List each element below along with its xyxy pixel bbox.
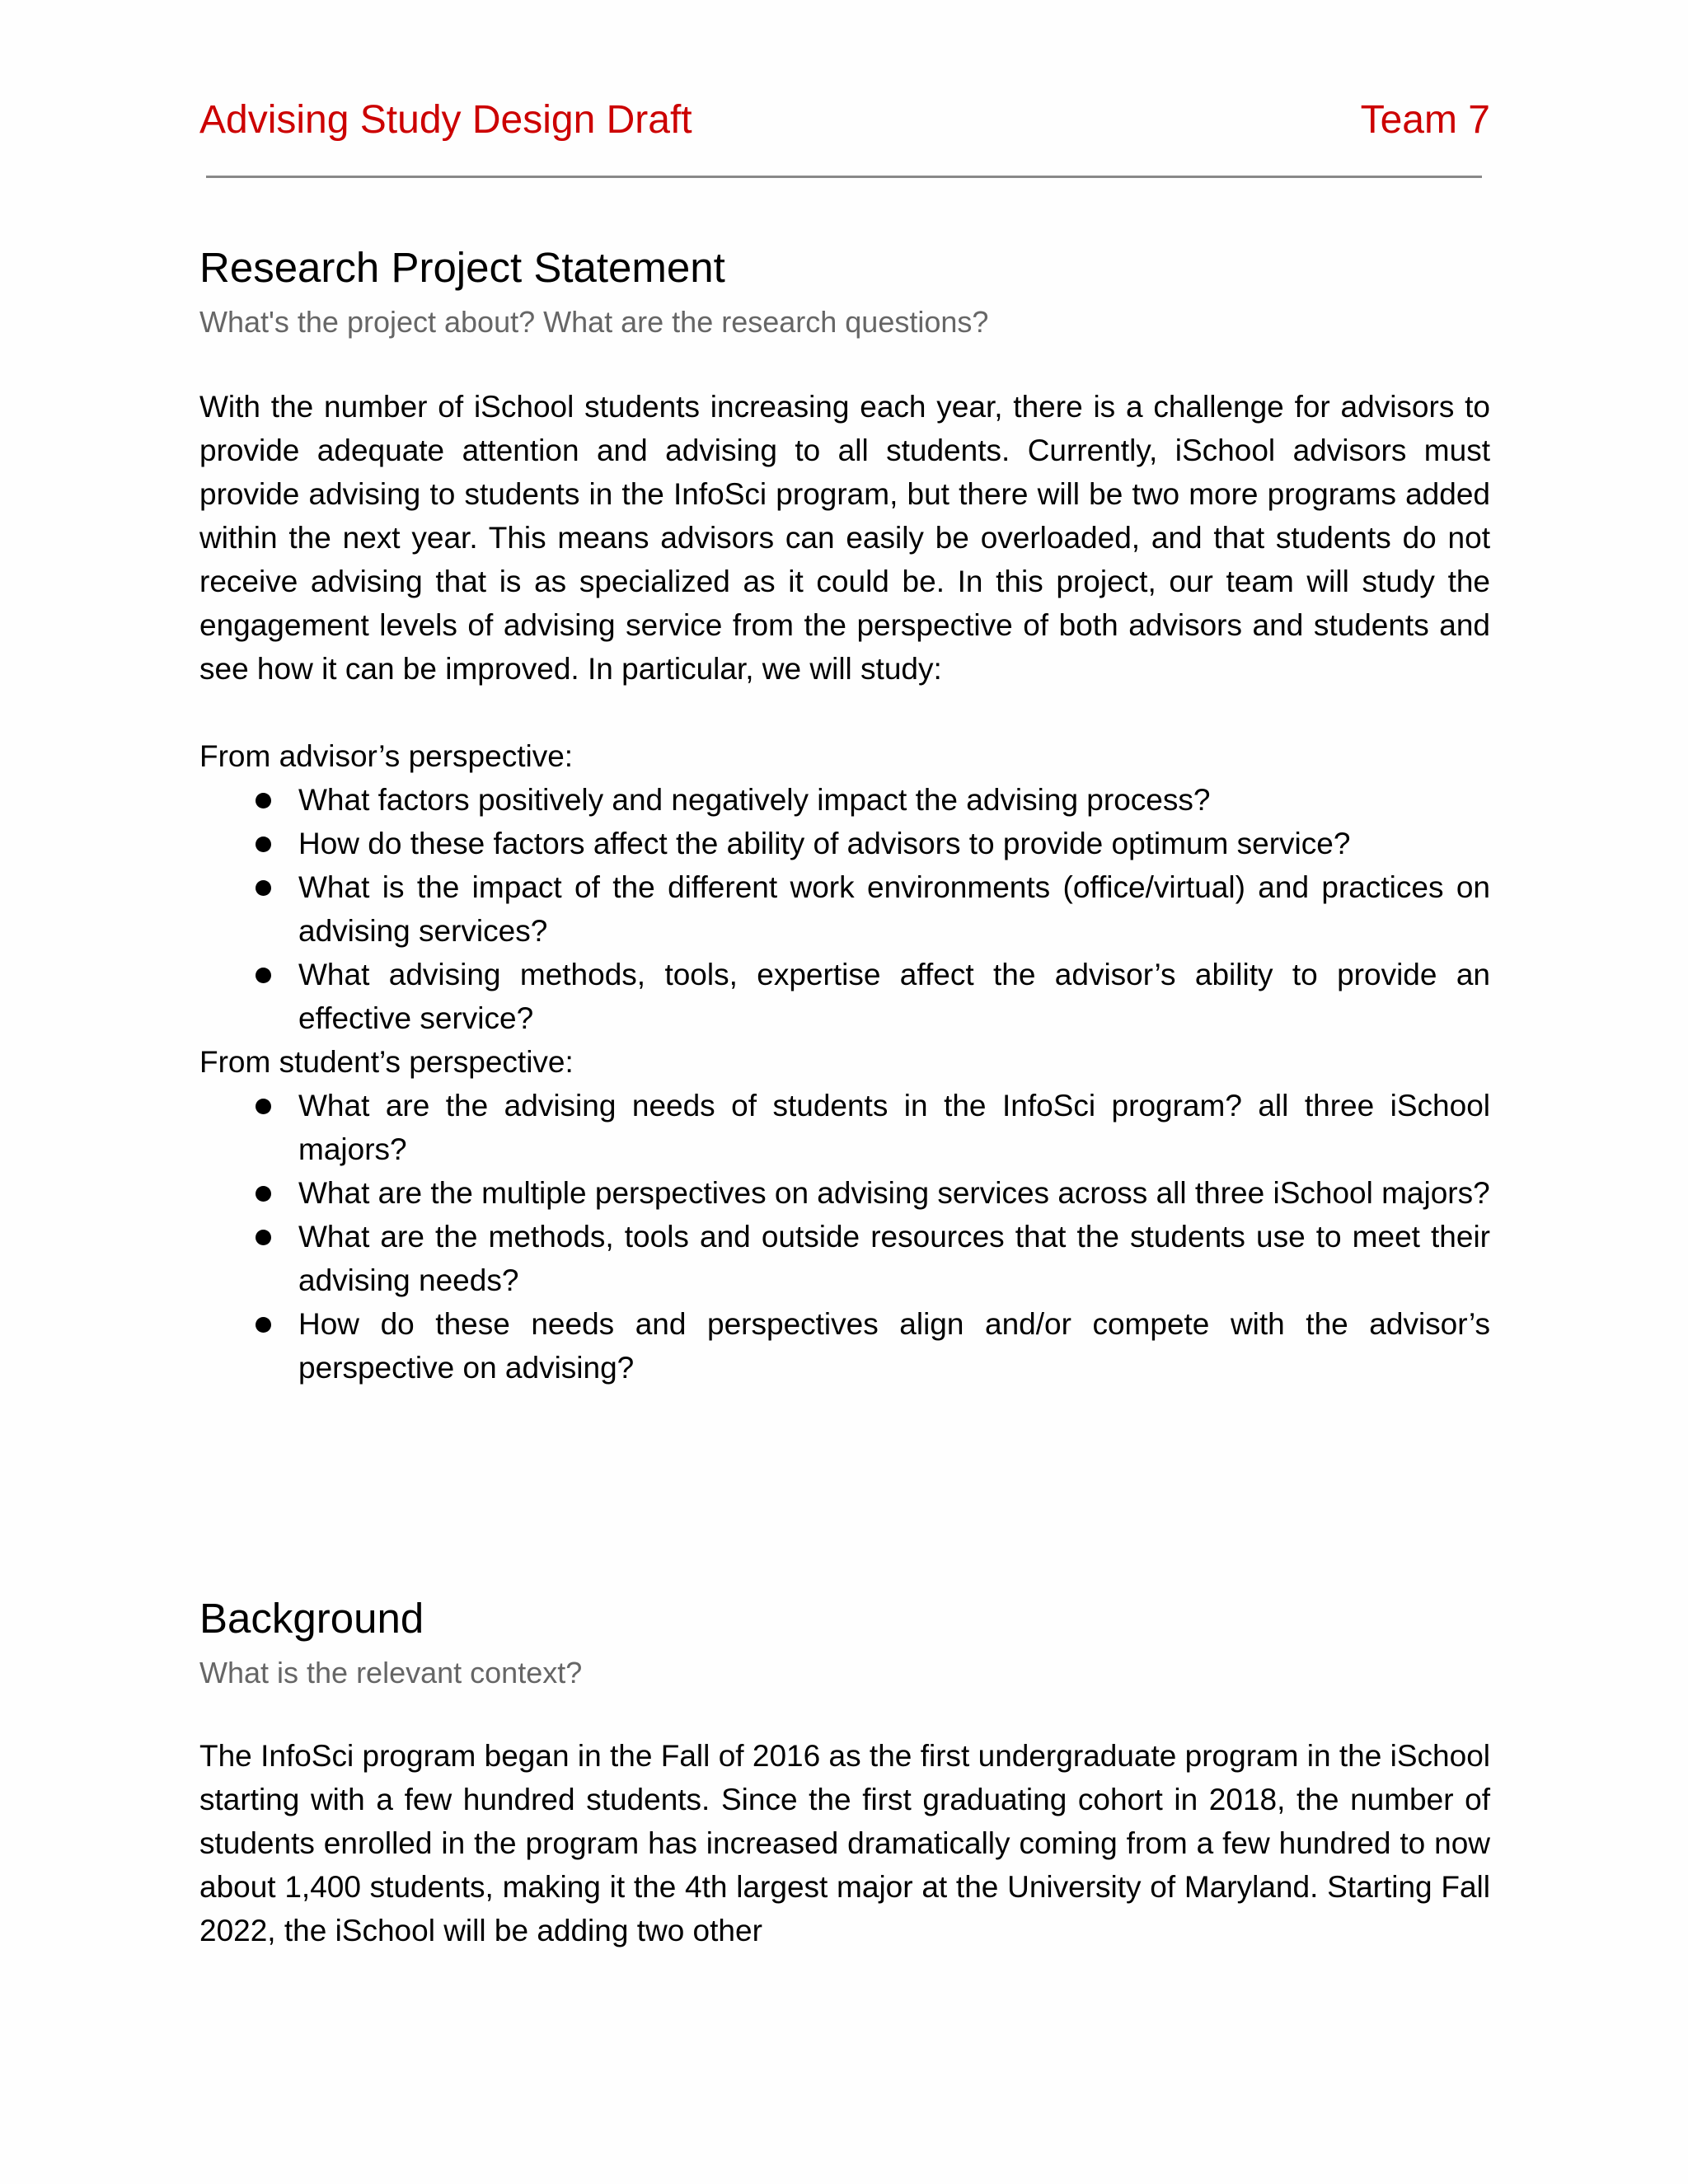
section-heading: Background	[199, 1595, 424, 1642]
list-item: How do these needs and perspectives align and/or compete with the advisor’s perspective on advising?	[199, 1302, 1490, 1390]
page-header	[199, 96, 1490, 145]
section-background	[199, 1592, 1490, 1952]
bullet-icon	[251, 1215, 275, 1258]
list-item: What factors positively and negatively impact the advising process?	[199, 778, 1490, 822]
bullet-icon	[251, 865, 275, 909]
list-item: What are the multiple perspectives on advising services across all three iSchool majors?	[199, 1171, 1490, 1215]
bullet-icon	[251, 1302, 275, 1346]
bullet-icon	[251, 822, 275, 865]
student-perspective-label: From student’s perspective:	[199, 1045, 574, 1079]
list-item: What are the advising needs of students in the InfoSci program? all three iSchool majors?	[199, 1084, 1490, 1171]
advisor-perspective-label: From advisor’s perspective:	[199, 739, 574, 773]
advisor-questions-list	[199, 778, 1490, 1040]
section-paragraph: The InfoSci program began in the Fall of 2016 as the first undergraduate program in the iSchool starting with a few hundred students. Since the first graduating cohort in 2018, the number of students enrolled in the program has increased dramatically coming from a few hundred to now about 1,400 students, making it the 4th largest major at the University of Maryland. Starting Fall 2022, the iSchool will be adding two other	[199, 1739, 1490, 1947]
list-item: How do these factors affect the ability of advisors to provide optimum service?	[199, 822, 1490, 865]
list-item: What are the methods, tools and outside resources that the students use to meet their advising needs?	[199, 1215, 1490, 1302]
bullet-icon	[251, 1171, 275, 1215]
list-item: What advising methods, tools, expertise affect the advisor’s ability to provide an effective service?	[199, 953, 1490, 1040]
document-title: Advising Study Design Draft	[199, 98, 692, 142]
bullet-icon	[251, 953, 275, 996]
bullet-icon	[251, 1084, 275, 1127]
student-questions-list	[199, 1084, 1490, 1390]
section-subtitle: What is the relevant context?	[199, 1656, 583, 1690]
section-research-project-statement	[199, 241, 1490, 1390]
section-heading: Research Project Statement	[199, 244, 725, 291]
team-label: Team 7	[1360, 98, 1490, 142]
section-paragraph: With the number of iSchool students increasing each year, there is a challenge for advisors to provide adequate attention and advising to all students. Currently, iSchool advisors must provide advising to students in the InfoSci program, but there will be two more programs added within the next year. This means advisors can easily be overloaded, and that students do not receive advising that is as specialized as it could be. In this project, our team will study the engagement levels of advising service from the perspective of both advisors and students and see how it can be improved. In particular, we will study:	[199, 390, 1490, 686]
list-item: What is the impact of the different work environments (office/virtual) and practices on advising services?	[199, 865, 1490, 953]
header-divider	[206, 176, 1482, 178]
bullet-icon	[251, 778, 275, 822]
section-subtitle: What's the project about? What are the research questions?	[199, 305, 989, 339]
